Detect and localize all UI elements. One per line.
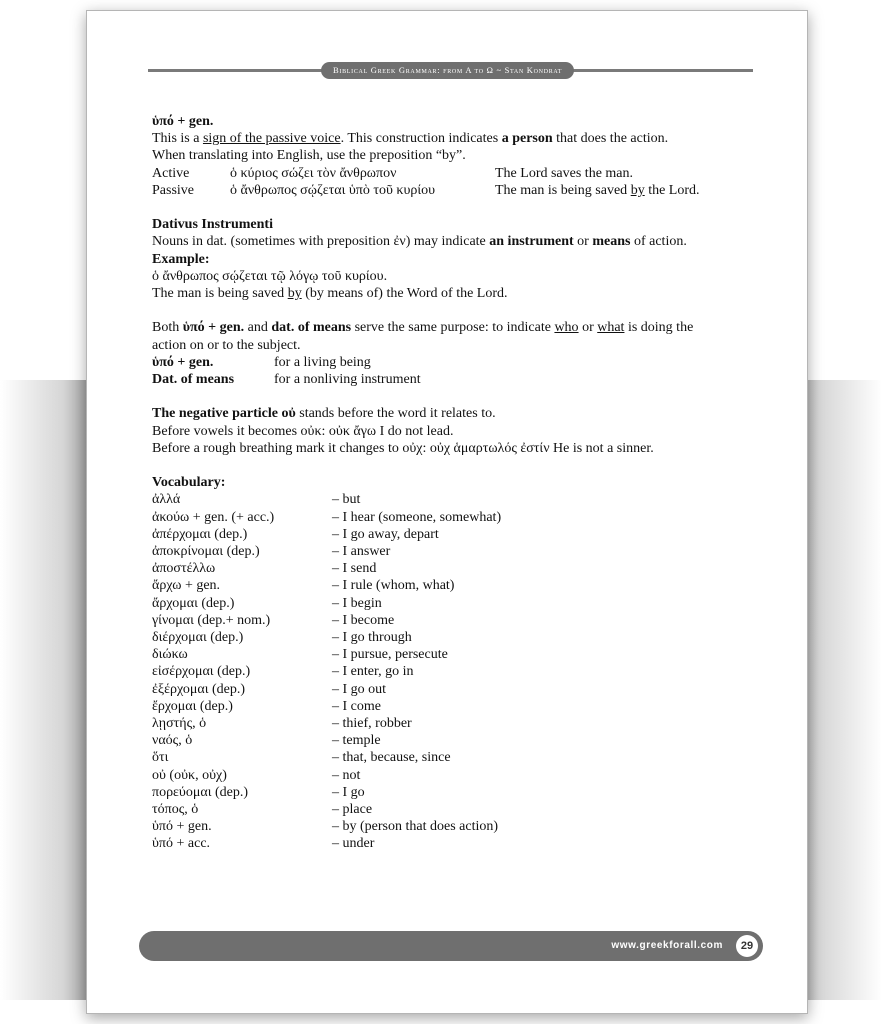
vocab-meaning: – by (person that does action) — [332, 819, 499, 835]
negative-particle-line — [152, 405, 762, 422]
vocab-row — [152, 543, 762, 560]
example-english — [495, 182, 700, 199]
text-run: and — [244, 320, 272, 336]
vocab-row — [152, 732, 762, 749]
vocab-meaning: – I go away, depart — [332, 526, 439, 542]
vocab-meaning: – I enter, go in — [332, 664, 414, 680]
vocab-row — [152, 784, 762, 801]
example-greek: ὁ ἄνθρωπος σῴζεται ὑπὸ τοῦ κυρίου — [230, 182, 436, 198]
means-row — [152, 371, 762, 388]
vocab-meaning: – I send — [332, 561, 377, 577]
text-run: or — [573, 234, 593, 250]
vocab-row — [152, 491, 762, 508]
vocab-greek: γίνομαι (dep.+ nom.) — [152, 612, 271, 628]
dativus-description — [152, 233, 762, 250]
section-title-dativus: Dativus Instrumenti — [152, 217, 273, 233]
page-content — [152, 113, 762, 853]
vocabulary-list — [152, 491, 762, 852]
dativus-example-greek: ὁ ἄνθρωπος σῴζεται τῷ λόγῳ τοῦ κυρίου. — [152, 268, 388, 284]
text-run: Nouns in dat. (sometimes with preposition ἐν) may indicate — [152, 234, 490, 250]
vocab-row — [152, 698, 762, 715]
emphasis-means: means — [592, 234, 631, 250]
example-label: Active — [152, 165, 190, 181]
vocab-meaning: – I begin — [332, 595, 382, 611]
vocab-meaning: – I hear (someone, somewhat) — [332, 509, 502, 525]
text-run: or — [578, 320, 598, 336]
emphasis-instrument: an instrument — [489, 234, 574, 250]
vocab-meaning: – I go through — [332, 630, 412, 646]
dativus-example-english — [152, 285, 762, 302]
text-run: The man is being saved — [152, 286, 288, 302]
vocab-meaning: – that, because, since — [332, 750, 451, 766]
text-run: is doing the — [624, 320, 694, 336]
vocab-meaning: – I answer — [332, 544, 391, 560]
both-line-2: action on or to the subject. — [152, 337, 301, 353]
footer-url-link[interactable]: www.greekforall.com — [611, 940, 723, 951]
vocab-greek: διέρχομαι (dep.) — [152, 630, 244, 646]
vocab-meaning: – I go — [332, 784, 365, 800]
vocab-meaning: – but — [332, 492, 361, 508]
vocab-row — [152, 835, 762, 852]
vocab-greek: διώκω — [152, 647, 188, 663]
footer-bar — [139, 931, 763, 961]
vocab-meaning: – temple — [332, 733, 381, 749]
text-run: . This construction indicates — [340, 131, 502, 147]
vocab-greek: λῃστής, ὁ — [152, 716, 207, 732]
vocab-greek: ἀλλά — [152, 492, 181, 508]
vocab-row — [152, 767, 762, 784]
spacer — [152, 388, 762, 405]
vocab-meaning: – under — [332, 836, 375, 852]
vocab-row — [152, 646, 762, 663]
vocab-greek: ἐξέρχομαι (dep.) — [152, 681, 246, 697]
text-run: the Lord. — [644, 182, 700, 198]
document-page — [86, 10, 808, 1014]
example-label: Passive — [152, 182, 194, 198]
text-run: of action. — [630, 234, 687, 250]
negative-breathing-line: Before a rough breathing mark it changes to οὐχ: οὐχ ἁμαρτωλός ἐστίν He is not a sinner. — [152, 440, 654, 456]
vocab-row — [152, 595, 762, 612]
spacer — [152, 199, 762, 216]
text-run: The Lord saves the man. — [495, 165, 634, 181]
vocab-greek: ἀποκρίνομαι (dep.) — [152, 544, 260, 560]
means-row — [152, 354, 762, 371]
underlined-by: by — [287, 286, 302, 302]
vocab-greek: ἄρχω + gen. — [152, 578, 221, 594]
vocab-row — [152, 818, 762, 835]
vocab-greek: ἀκούω + gen. (+ acc.) — [152, 509, 275, 525]
vocab-meaning: – thief, robber — [332, 716, 412, 732]
text-run: serve the same purpose: to indicate — [351, 320, 555, 336]
page-number-badge: 29 — [736, 935, 758, 957]
vocab-greek: ναός, ὁ — [152, 733, 193, 749]
example-english — [495, 165, 633, 182]
translation-hint: When translating into English, use the preposition “by”. — [152, 148, 466, 164]
section-title-upo-gen: ὑπό + gen. — [152, 114, 214, 129]
vocabulary-title: Vocabulary: — [152, 475, 226, 491]
vocab-greek: ἄρχομαι (dep.) — [152, 595, 235, 611]
vocab-greek: ἀποστέλλω — [152, 561, 216, 577]
vocab-meaning: – I become — [332, 612, 395, 628]
vocab-greek: ὑπό + acc. — [152, 836, 211, 852]
vocab-greek: οὐ (οὐκ, οὐχ) — [152, 767, 227, 783]
vocab-meaning: – I come — [332, 698, 381, 714]
vocab-greek: ἔρχομαι (dep.) — [152, 698, 233, 714]
spacer — [152, 302, 762, 319]
emphasis-dat-means: dat. of means — [271, 320, 352, 336]
means-desc: for a living being — [274, 354, 371, 370]
text-run: that does the action. — [552, 131, 669, 147]
vocab-greek: ἀπέρχομαι (dep.) — [152, 526, 248, 542]
vocab-row — [152, 801, 762, 818]
means-desc: for a nonliving instrument — [274, 372, 421, 388]
text-run: stands before the word it relates to. — [295, 406, 496, 422]
example-heading: Example: — [152, 251, 210, 267]
vocab-greek: ὅτι — [152, 750, 169, 766]
emphasis-upo-gen: ὑπό + gen. — [182, 320, 245, 336]
vocab-greek: εἰσέρχομαι (dep.) — [152, 664, 251, 680]
underlined-what: what — [597, 320, 625, 336]
vocab-row — [152, 509, 762, 526]
vocab-greek: τόπος, ὁ — [152, 802, 199, 818]
vocab-row — [152, 526, 762, 543]
vocab-meaning: – place — [332, 802, 373, 818]
running-header: Biblical Greek Grammar: from A to Ω ~ Stan Kondrat — [321, 62, 574, 79]
vocab-row — [152, 749, 762, 766]
vocab-row — [152, 629, 762, 646]
vocab-row — [152, 715, 762, 732]
negative-vowels-line: Before vowels it becomes οὐκ: οὐκ ἄγω I do not lead. — [152, 423, 454, 439]
text-run: This is a — [152, 131, 203, 147]
text-run: (by means of) the Word of the Lord. — [301, 286, 508, 302]
underlined-by: by — [630, 182, 645, 198]
vocab-meaning: – I pursue, persecute — [332, 647, 448, 663]
vocab-greek: πορεύομαι (dep.) — [152, 784, 249, 800]
example-greek: ὁ κύριος σώζει τὸν ἄνθρωπον — [230, 165, 397, 181]
passive-voice-link: sign of the passive voice — [202, 131, 341, 147]
vocab-row — [152, 560, 762, 577]
left-shadow — [0, 380, 90, 1000]
text-run: The man is being saved — [495, 182, 631, 198]
vocab-meaning: – not — [332, 767, 361, 783]
spacer — [152, 457, 762, 474]
means-term: Dat. of means — [152, 372, 235, 388]
passive-voice-line — [152, 130, 762, 147]
text-run: Both — [152, 320, 183, 336]
both-line — [152, 319, 762, 336]
vocab-meaning: – I go out — [332, 681, 387, 697]
emphasis-negative-particle: The negative particle οὐ — [152, 406, 296, 422]
vocab-row — [152, 577, 762, 594]
underlined-who: who — [554, 320, 579, 336]
vocab-row — [152, 663, 762, 680]
emphasis-a-person: a person — [501, 131, 553, 147]
vocab-row — [152, 612, 762, 629]
means-term: ὑπό + gen. — [152, 354, 214, 370]
vocab-meaning: – I rule (whom, what) — [332, 578, 455, 594]
example-row-active — [152, 165, 762, 182]
vocab-greek: ὑπό + gen. — [152, 819, 212, 835]
example-row-passive — [152, 182, 762, 199]
vocab-row — [152, 681, 762, 698]
